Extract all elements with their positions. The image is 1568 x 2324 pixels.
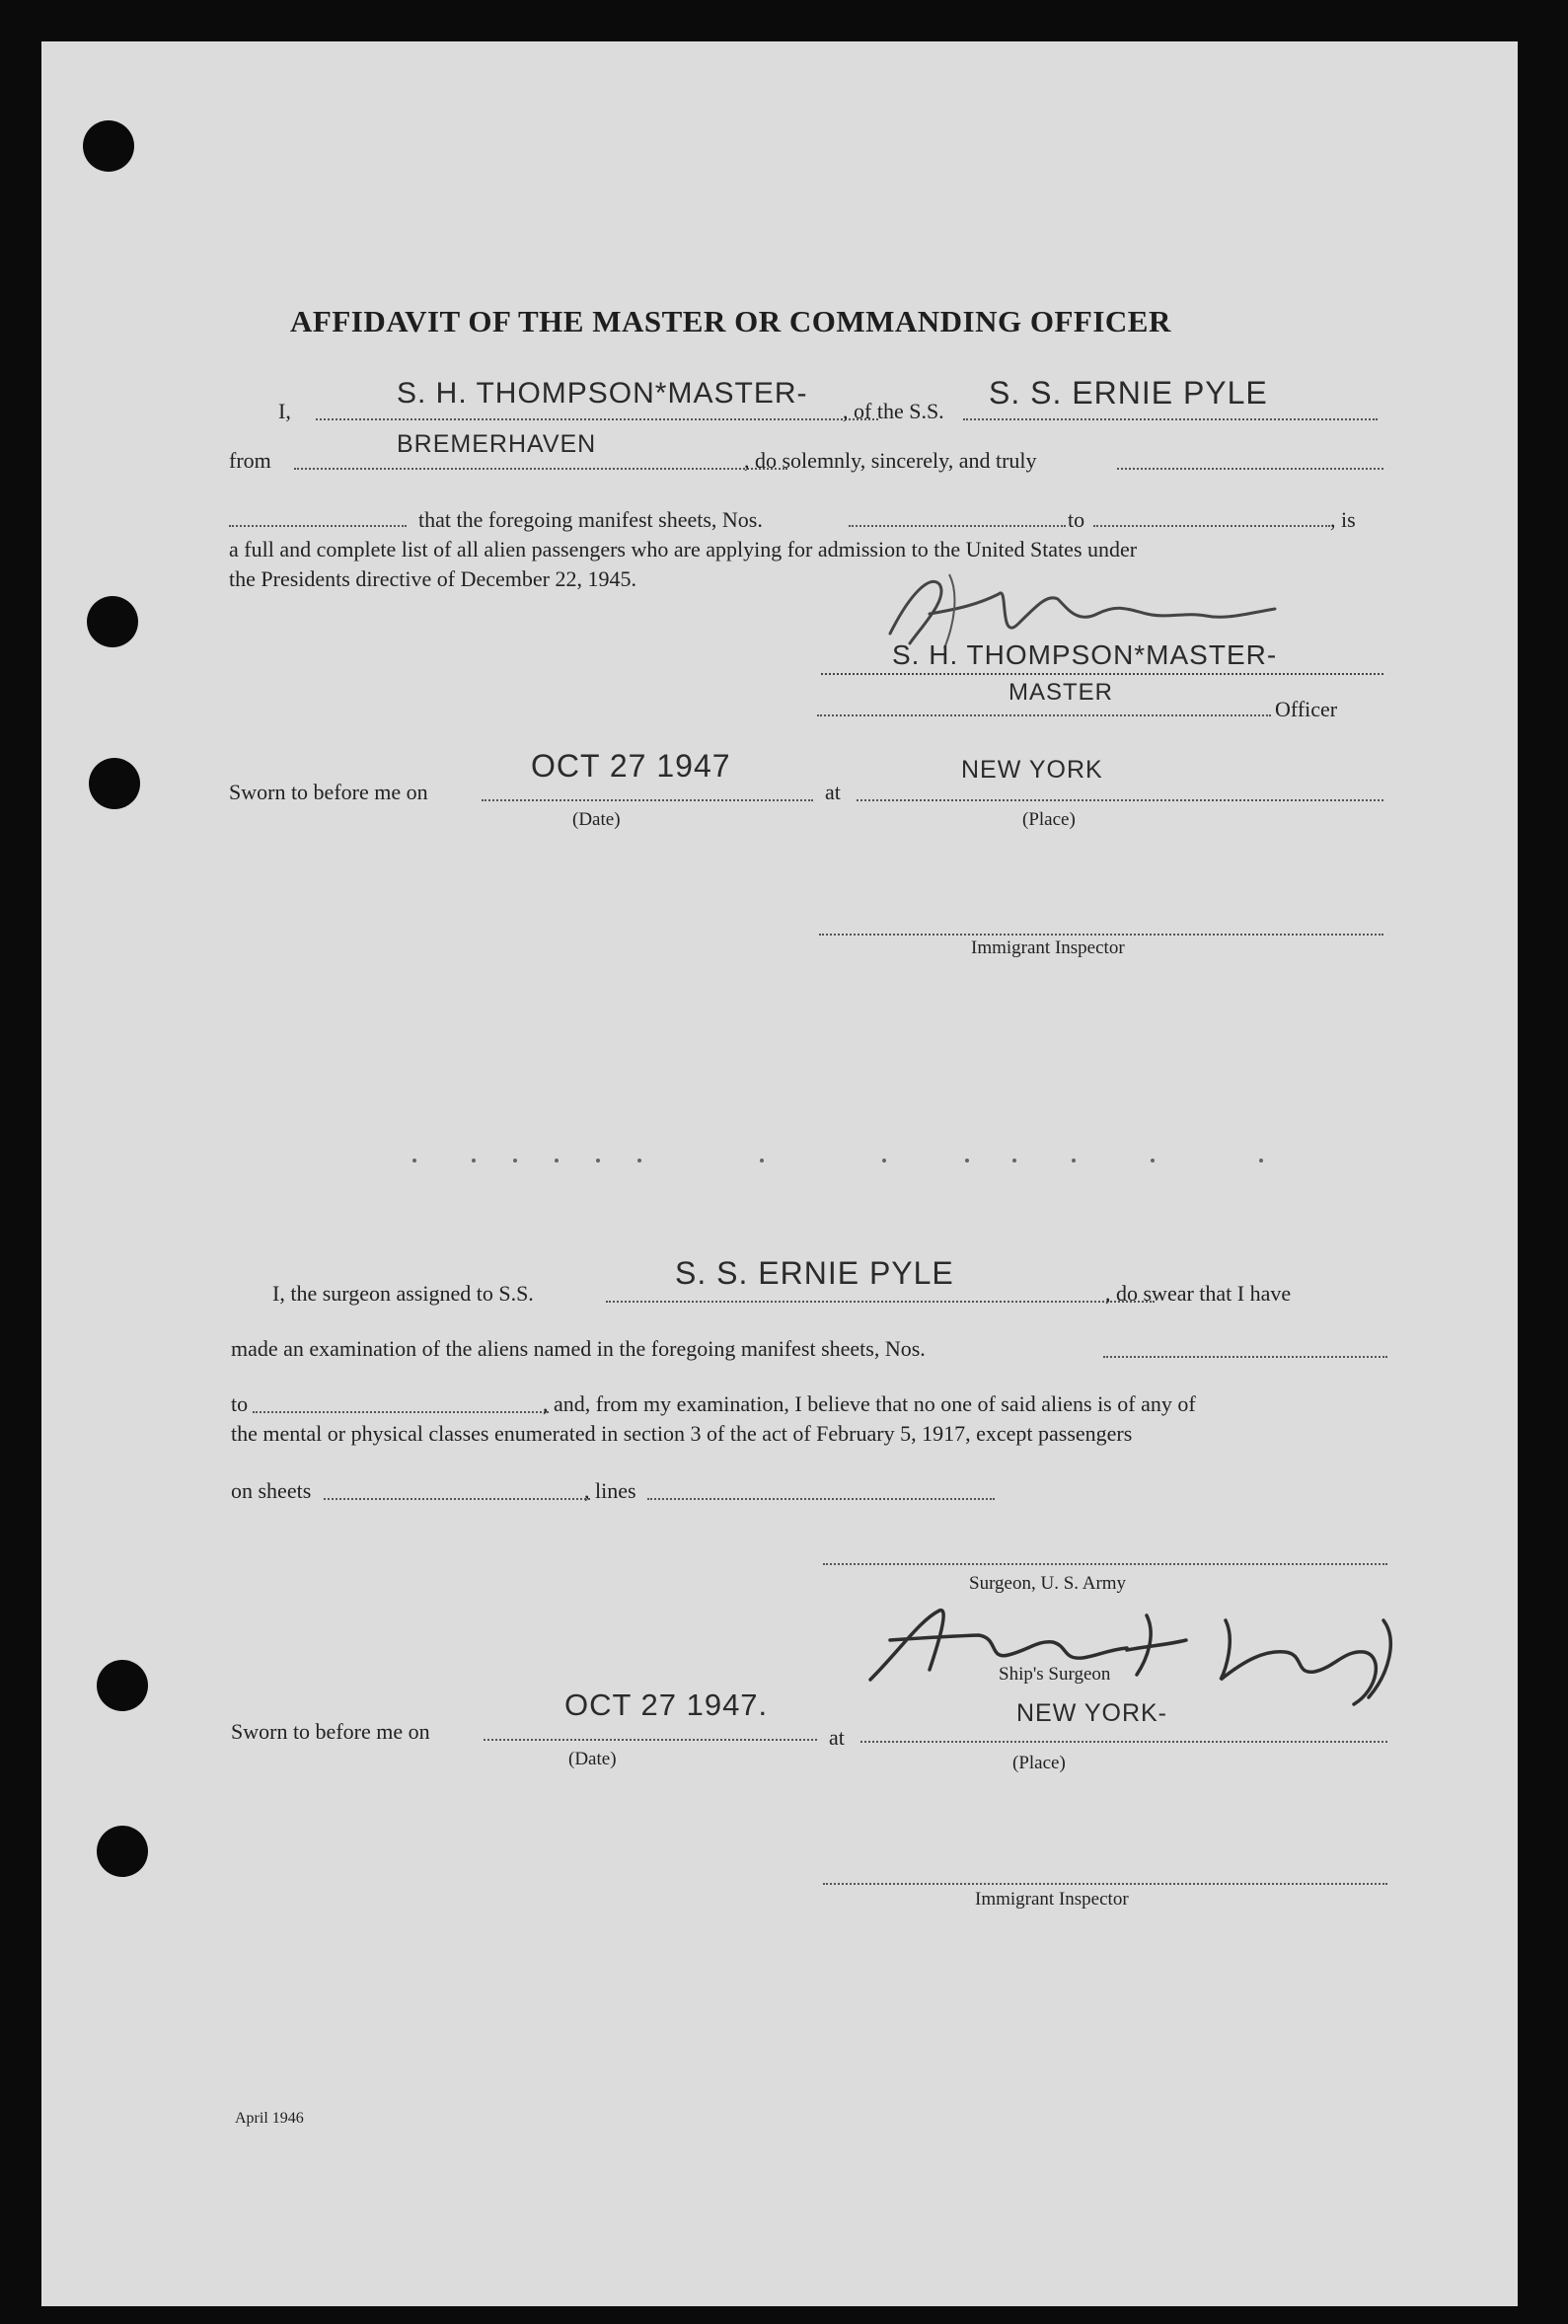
manifest-to-line (1093, 525, 1330, 527)
ship-surgeon-caption: Ship's Surgeon (999, 1664, 1111, 1685)
manifest-from-line (849, 525, 1066, 527)
sworn-date-2: OCT 27 1947. (564, 1687, 769, 1722)
from-label: from (229, 448, 271, 473)
punch-hole (89, 758, 140, 809)
ship-name: S. S. ERNIE PYLE (989, 375, 1268, 411)
surgeon-to-line (253, 1411, 549, 1413)
manifest-to-label: to (1068, 507, 1085, 532)
speck (1012, 1159, 1016, 1162)
surgeon-signature (831, 1581, 1443, 1709)
i-label: I, (278, 399, 291, 423)
sworn-label-1: Sworn to before me on (229, 780, 428, 804)
punch-hole (97, 1660, 148, 1711)
army-surgeon-line (823, 1563, 1387, 1565)
speck (1072, 1159, 1076, 1162)
directive-text: the Presidents directive of December 22, 1945. (229, 566, 636, 591)
manifest-prefix-line (229, 525, 407, 527)
master-signature-typed: S. H. THOMPSON*MASTER- (892, 639, 1278, 670)
port-name: BREMERHAVEN (397, 430, 597, 458)
inspector-line-2 (823, 1883, 1387, 1885)
port-line (294, 468, 787, 470)
surgeon-swear-text: , do swear that I have (1105, 1281, 1292, 1306)
surgeon-to-label: to (231, 1391, 249, 1416)
inspector-caption-2: Immigrant Inspector (975, 1889, 1129, 1910)
master-signature-line (821, 673, 1383, 675)
officer-title-line (817, 714, 1271, 716)
speck (472, 1159, 476, 1162)
punch-hole (97, 1826, 148, 1877)
sworn-date-1: OCT 27 1947 (531, 748, 731, 784)
sworn-place-line-1 (857, 799, 1383, 801)
sworn-place-2: NEW YORK- (1016, 1699, 1167, 1727)
surgeon-classes-text: the mental or physical classes enumerated in section 3 of the act of February 5, 1917, except passengers (231, 1421, 1133, 1446)
sworn-date-line-1 (482, 799, 813, 801)
place-caption-1: (Place) (1022, 809, 1076, 830)
truly-line (1117, 468, 1383, 470)
date-caption-1: (Date) (572, 809, 621, 830)
master-name-line (316, 418, 878, 420)
form-date: April 1946 (235, 2110, 304, 2127)
surgeon-lines-line (647, 1498, 995, 1500)
speck (513, 1159, 517, 1162)
punch-hole (83, 120, 134, 172)
at-label-1: at (825, 780, 841, 804)
at-label-2: at (829, 1725, 845, 1750)
date-caption-2: (Date) (568, 1749, 617, 1769)
speck (412, 1159, 416, 1162)
ship-name-line (963, 418, 1378, 420)
speck (596, 1159, 600, 1162)
surgeon-intro: I, the surgeon assigned to S.S. (272, 1281, 534, 1306)
surgeon-ship-name: S. S. ERNIE PYLE (675, 1255, 954, 1291)
speck (760, 1159, 764, 1162)
speck (882, 1159, 886, 1162)
is-label: , is (1330, 507, 1356, 532)
punch-hole (87, 596, 138, 647)
speck (965, 1159, 969, 1162)
officer-title: MASTER (1008, 679, 1114, 706)
affidavit-title: AFFIDAVIT OF THE MASTER OR COMMANDING OFFICER (290, 304, 1171, 338)
inspector-line-1 (819, 934, 1383, 936)
of-the-ss-label: , of the S.S. (843, 399, 944, 423)
surgeon-lines-label: , lines (584, 1478, 636, 1503)
place-caption-2: (Place) (1012, 1753, 1066, 1773)
surgeon-nos-line (1103, 1356, 1387, 1358)
speck (1151, 1159, 1155, 1162)
sworn-date-line-2 (484, 1739, 817, 1741)
surgeon-exam-text: made an examination of the aliens named in the foregoing manifest sheets, Nos. (231, 1336, 926, 1361)
sworn-label-2: Sworn to before me on (231, 1719, 430, 1744)
army-surgeon-caption: Surgeon, U. S. Army (969, 1573, 1127, 1594)
speck (555, 1159, 559, 1162)
master-name: S. H. THOMPSON*MASTER- (397, 377, 808, 410)
sworn-place-1: NEW YORK (961, 756, 1103, 784)
full-list-text: a full and complete list of all alien passengers who are applying for admission to the United States under (229, 537, 1138, 562)
surgeon-on-sheets-label: on sheets (231, 1478, 312, 1503)
sworn-place-line-2 (860, 1741, 1387, 1743)
surgeon-sheets-line (324, 1498, 590, 1500)
speck (637, 1159, 641, 1162)
speck (1259, 1159, 1263, 1162)
affidavit-page (41, 41, 1518, 2306)
surgeon-ship-line (606, 1301, 1155, 1303)
manifest-text: that the foregoing manifest sheets, Nos. (418, 507, 763, 532)
officer-label: Officer (1275, 697, 1338, 721)
surgeon-belief-text: , and, from my examination, I believe that no one of said aliens is of any of (543, 1391, 1196, 1416)
solemnly-text: , do solemnly, sincerely, and truly (744, 448, 1037, 473)
inspector-caption-1: Immigrant Inspector (971, 937, 1125, 958)
